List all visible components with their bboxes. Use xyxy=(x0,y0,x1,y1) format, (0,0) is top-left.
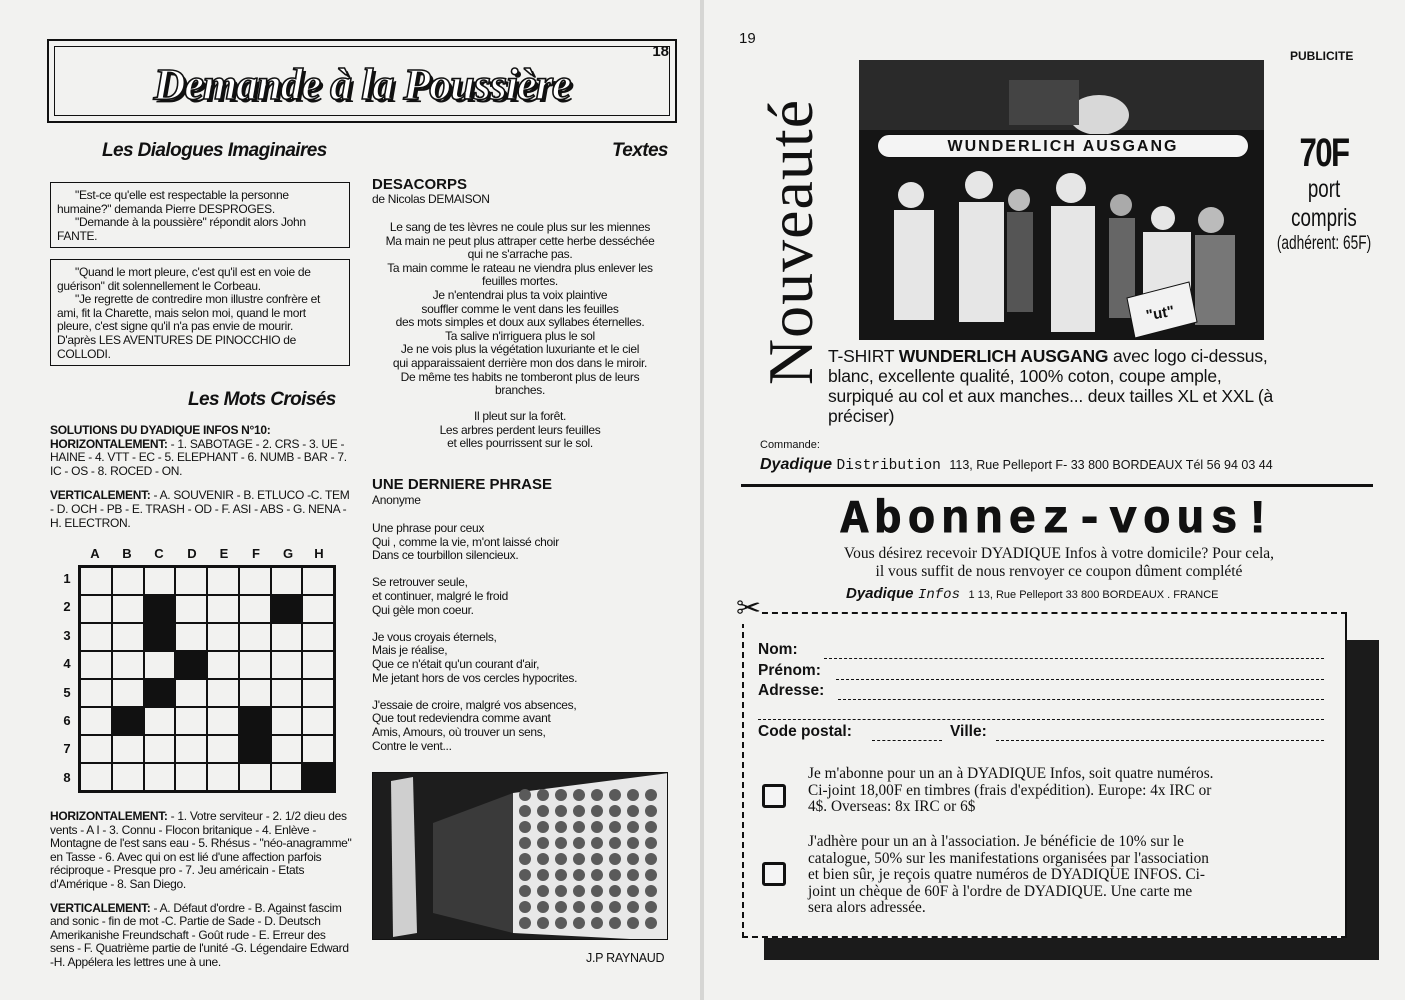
artwork-tile xyxy=(555,789,567,801)
crossword-black-cell xyxy=(144,679,176,707)
commande-address: 113, Rue Pelleport F- 33 800 BORDEAUX Tél 56 94 03 44 xyxy=(949,458,1273,472)
poem-line: De même tes habits ne tomberont plus de leurs xyxy=(400,369,640,384)
crossword-cell[interactable] xyxy=(144,763,176,791)
poem-line: Que ce n'était qu'un courant d'air, xyxy=(372,656,540,671)
desacorps-stanza-1 xyxy=(372,221,668,398)
quote-2-line-2: "Je regrette de contredire mon illustre confrère et ami, fit la Charette, mais selon moi, quand le mort pleure, c'est signe qu'il n'a pas envie de mourir. xyxy=(57,292,321,334)
option-membership-line-3: et bien sûr, je reçois quatre numéros de DYADIQUE INFOS. Ci- xyxy=(808,866,1206,884)
crossword-cell[interactable] xyxy=(302,679,334,707)
tshirt-description xyxy=(828,346,1368,426)
artwork-tile xyxy=(627,805,639,817)
artwork-tile xyxy=(609,853,621,865)
crossword-cell[interactable] xyxy=(175,735,207,763)
artwork-tile xyxy=(609,837,621,849)
artwork-tile xyxy=(519,917,531,929)
abonnez-title: Abonnez-vous! xyxy=(840,494,1278,546)
crossword-cell[interactable] xyxy=(271,735,303,763)
price-main: 70F xyxy=(1299,131,1349,175)
artwork-tile xyxy=(609,821,621,833)
crossword-cell[interactable] xyxy=(112,623,144,651)
artwork-tile xyxy=(537,885,549,897)
artwork-tile xyxy=(645,821,657,833)
crossword-cell[interactable] xyxy=(207,623,239,651)
textes-heading: Textes xyxy=(612,140,668,161)
poem-line: des mots simples et doux aux syllabes éternelles. xyxy=(395,315,645,330)
crossword-black-cell xyxy=(144,623,176,651)
artwork-tile xyxy=(609,885,621,897)
phrase-author: Anonyme xyxy=(372,493,421,507)
desacorps-title: DESACORPS xyxy=(372,176,468,193)
band-photo xyxy=(859,60,1264,340)
crossword-cell[interactable] xyxy=(239,679,271,707)
poem-line: Qui , comme la vie, m'ont laissé choir xyxy=(372,534,559,549)
phrase-stanza xyxy=(372,576,672,617)
crossword-cell[interactable] xyxy=(302,707,334,735)
crossword-cell[interactable] xyxy=(144,707,176,735)
left-page xyxy=(0,0,700,1000)
dialogues-heading: Les Dialogues Imaginaires xyxy=(102,140,327,161)
phrase-stanza xyxy=(372,631,672,685)
artwork-tile xyxy=(645,885,657,897)
poem-line: Qui gèle mon coeur. xyxy=(372,602,474,617)
col-letter: B xyxy=(122,546,132,561)
infos-brand: Dyadique xyxy=(846,585,914,602)
quote-2-source: D'après LES AVENTURES DE PINOCCHIO de COLLODI. xyxy=(57,332,297,361)
poem-line: Ta main comme le rateau ne viendra plus enlever les xyxy=(387,260,653,275)
artwork-tile xyxy=(519,885,531,897)
artwork-tile xyxy=(555,853,567,865)
crossword-black-cell xyxy=(271,595,303,623)
poem-line: Dans ce tourbillon silencieux. xyxy=(372,548,519,563)
prenom-field[interactable] xyxy=(836,679,1324,680)
quote-box-1 xyxy=(50,182,350,248)
solutions-block xyxy=(50,424,352,530)
artwork-tile xyxy=(627,917,639,929)
subscribe-checkbox[interactable] xyxy=(762,784,786,808)
col-letter: E xyxy=(219,546,229,561)
artwork-tile xyxy=(627,837,639,849)
crossword-cell[interactable] xyxy=(175,567,207,595)
poem-line: Ta salive n'irriguera plus le sol xyxy=(445,328,595,343)
artwork-tile xyxy=(537,853,549,865)
artwork-tile xyxy=(591,805,603,817)
clues-vertical xyxy=(50,902,352,970)
phrase-poem xyxy=(372,522,672,767)
crossword-cell[interactable] xyxy=(112,763,144,791)
poem-line: souffler comme le vent dans les feuilles xyxy=(421,301,619,316)
page-number-left: 18 xyxy=(652,43,669,60)
crossword-cell[interactable] xyxy=(144,651,176,679)
crossword-cell[interactable] xyxy=(207,735,239,763)
crossword-cell[interactable] xyxy=(80,707,112,735)
masthead xyxy=(47,39,677,123)
crossword-cell[interactable] xyxy=(80,567,112,595)
solutions-h-text: - 1. SABOTAGE - 2. CRS - 3. UE - HAINE - 4. VTT - EC - 5. ELEPHANT - 6. NUMB - BAR - 7. IC - OS - 8. ROCED - ON. xyxy=(50,436,347,478)
col-letter: G xyxy=(282,546,294,561)
artwork-tile xyxy=(645,853,657,865)
option-membership-line-5: sera alors adressée. xyxy=(808,899,926,917)
col-letter: H xyxy=(314,546,324,561)
crossword-cell[interactable] xyxy=(144,735,176,763)
tshirt-rest: avec logo ci-dessus, xyxy=(1108,346,1268,366)
solutions-title: SOLUTIONS DU DYADIQUE INFOS N°10: xyxy=(50,423,271,437)
phrase-stanza xyxy=(372,522,672,563)
price-block xyxy=(1269,132,1379,256)
crossword-cell[interactable] xyxy=(80,763,112,791)
crossword-cell[interactable] xyxy=(207,651,239,679)
row-number: 4 xyxy=(63,656,71,671)
crossword-cell[interactable] xyxy=(207,763,239,791)
crossword-cell[interactable] xyxy=(80,623,112,651)
artwork-tile xyxy=(573,869,585,881)
crossword-cell[interactable] xyxy=(239,651,271,679)
crossword-cell[interactable] xyxy=(302,735,334,763)
commande-brand: Dyadique xyxy=(760,456,833,473)
artwork-tile xyxy=(555,837,567,849)
artwork-tile xyxy=(555,821,567,833)
solutions-v-text: - A. SOUVENIR - B. ETLUCO -C. TEM - D. OCH - PB - E. TRASH - OD - F. ASI - ABS - G. NENA -H. ELECTRON. xyxy=(50,488,350,530)
crossword-cell[interactable] xyxy=(175,679,207,707)
crossword-cell[interactable] xyxy=(80,679,112,707)
artwork-tile xyxy=(555,805,567,817)
poem-line: Il pleut sur la forêt. xyxy=(473,409,567,423)
divider xyxy=(741,484,1373,487)
row-number: 3 xyxy=(63,628,71,643)
poem-line: Se retrouver seule, xyxy=(372,575,468,590)
masthead-title: Demande à la Poussière xyxy=(153,60,571,109)
poem-line: Me jetant hors de vos cercles hypocrites. xyxy=(372,670,578,685)
right-page xyxy=(704,0,1405,1000)
artwork-tile xyxy=(627,789,639,801)
crossword-black-cell xyxy=(144,595,176,623)
artwork-tile xyxy=(573,837,585,849)
code-postal-field[interactable] xyxy=(872,740,942,741)
artwork-tile xyxy=(555,917,567,929)
section-label: PUBLICITE xyxy=(1290,49,1354,63)
artwork-tile xyxy=(645,869,657,881)
crossword-cell[interactable] xyxy=(207,567,239,595)
artwork-tile xyxy=(627,901,639,913)
poem-line: Que tout redeviendra comme avant xyxy=(372,711,551,726)
desacorps-author: de Nicolas DEMAISON xyxy=(372,192,490,206)
artwork-tile xyxy=(573,821,585,833)
col-letter: F xyxy=(252,546,260,561)
crossword-cell[interactable] xyxy=(175,623,207,651)
commande-dist: Distribution xyxy=(836,458,941,474)
adresse-field-line-2[interactable] xyxy=(758,719,1324,720)
option-membership-line-1: J'adhère pour un an à l'association. Je bénéficie de 10% sur le xyxy=(808,833,1184,850)
crossword-cell[interactable] xyxy=(239,623,271,651)
price-port: port xyxy=(1307,175,1341,203)
artwork-tile xyxy=(645,917,657,929)
option-membership-line-4: joint un chèque de 60F à l'ordre de DYADIQUE. Une carte me xyxy=(808,882,1193,900)
artwork-tile xyxy=(573,901,585,913)
crossword-cell[interactable] xyxy=(207,595,239,623)
artwork-tile xyxy=(627,885,639,897)
poem-line: et elles pourrissent sur le sol. xyxy=(447,436,593,451)
price-compris: compris xyxy=(1291,204,1357,232)
vertical-title xyxy=(756,56,826,428)
artwork-tile xyxy=(537,869,549,881)
artwork-tile xyxy=(519,837,531,849)
scissors-icon: ✂ xyxy=(736,592,762,625)
poem-line: Contre le vent... xyxy=(372,738,452,753)
poem-line: feuilles mortes. xyxy=(482,274,558,289)
crossword-cell[interactable] xyxy=(271,679,303,707)
quote-2-line-1: "Quand le mort pleure, c'est qu'il est en voie de guérison" dit solennellement le Corbeau. xyxy=(57,265,311,293)
artwork-tile xyxy=(519,901,531,913)
artwork-tile xyxy=(591,885,603,897)
abonnez-text xyxy=(744,545,1374,581)
option-subscribe xyxy=(808,766,1328,816)
poem-line: Une phrase pour ceux xyxy=(372,521,485,535)
poem-line: Mais je réalise, xyxy=(372,643,448,658)
crossword-cell[interactable] xyxy=(271,763,303,791)
crossword-cell[interactable] xyxy=(80,735,112,763)
crossword-cell[interactable] xyxy=(112,567,144,595)
option-membership-line-2: catalogue, 50% sur les manifestations organisées par l'association xyxy=(808,849,1209,867)
artwork-tile xyxy=(537,789,549,801)
artwork-tile xyxy=(645,789,657,801)
artwork-tile xyxy=(609,789,621,801)
solutions-v-label: VERTICALEMENT: xyxy=(50,488,151,503)
desacorps-stanza-2 xyxy=(372,410,668,451)
clues-h-text: - 1. Votre serviteur - 2. 1/2 dieu des vents - A I - 3. Connu - Flocon britanique - 4. Enlève - Montagne de l'est sans eau - 5. Rhésus - "néo-anagramme" en Tasse - 6. Avec qui on est lié d'une affection parfois réciproque - Presque pro - 7. Jeu américain - Etats d'Amérique - 8. San Diego. xyxy=(50,809,352,891)
poem-line: Amis, Amours, où trouver un sens, xyxy=(372,724,546,739)
poem-line: qui ne s'arrache pas. xyxy=(467,247,573,262)
artwork-tile xyxy=(555,885,567,897)
poem-line: Le sang de tes lèvres ne coule plus sur les miennes xyxy=(389,220,651,234)
artwork-tile xyxy=(609,917,621,929)
price-member: (adhérent: 65F) xyxy=(1276,233,1372,254)
option-subscribe-line-3: 4$. Overseas: 8x IRC or 6$ xyxy=(808,798,976,816)
tshirt-line-4: préciser) xyxy=(828,406,895,426)
clues-block xyxy=(50,810,352,970)
artwork-tile xyxy=(645,837,657,849)
crossword-cell[interactable] xyxy=(302,651,334,679)
ville-field[interactable] xyxy=(996,740,1324,741)
option-membership xyxy=(808,834,1328,917)
crossword-black-cell xyxy=(302,763,334,791)
crossword-cell[interactable] xyxy=(207,707,239,735)
raynaud-photo xyxy=(372,772,668,940)
artwork-tile xyxy=(519,805,531,817)
row-number: 1 xyxy=(63,571,71,586)
solutions-horizontal xyxy=(50,438,352,479)
artwork-tile xyxy=(627,853,639,865)
crossword-cell[interactable] xyxy=(302,595,334,623)
poem-line: J'essaie de croire, malgré vos absences, xyxy=(372,697,577,712)
artwork-tile xyxy=(519,869,531,881)
artwork-tile xyxy=(555,869,567,881)
artwork-tile xyxy=(537,917,549,929)
crossword-cell[interactable] xyxy=(175,763,207,791)
artwork-tile xyxy=(591,837,603,849)
artwork-tile xyxy=(555,901,567,913)
poem-line: branches. xyxy=(495,383,545,398)
poem-line: Je n'entendrai plus ta voix plaintive xyxy=(432,287,608,302)
crossword-cell[interactable] xyxy=(112,651,144,679)
crossword-black-cell xyxy=(239,735,271,763)
crossword-cell[interactable] xyxy=(239,763,271,791)
col-letter: D xyxy=(187,546,197,561)
abonnez-text-line-1: Vous désirez recevoir DYADIQUE Infos à votre domicile? Pour cela, xyxy=(843,545,1275,562)
artwork-tile xyxy=(519,853,531,865)
artwork-tile xyxy=(591,917,603,929)
artwork-tile xyxy=(519,821,531,833)
infos-line xyxy=(846,585,1219,603)
tshirt-line-3: surpiqué au col et aux manches... deux tailles XL et XXL (à xyxy=(828,386,1274,406)
crossword-cell[interactable] xyxy=(175,595,207,623)
crossword-cell[interactable] xyxy=(271,707,303,735)
artwork-tile xyxy=(609,869,621,881)
option-subscribe-line-2: Ci-joint 18,00F en timbres (frais d'expédition). Europe: 4x IRC or xyxy=(808,781,1212,799)
tshirt-line-1 xyxy=(828,346,1368,366)
artwork-tile xyxy=(591,789,603,801)
artwork-tile xyxy=(609,901,621,913)
artwork-tile xyxy=(627,869,639,881)
col-letter: A xyxy=(90,546,100,561)
quote-box-2 xyxy=(50,259,350,366)
tshirt-prefix: T-SHIRT xyxy=(828,346,899,366)
crossword-cell[interactable] xyxy=(80,651,112,679)
artwork-tile xyxy=(573,805,585,817)
clues-v-label: VERTICALEMENT: xyxy=(50,900,151,915)
crossword-cell[interactable] xyxy=(271,623,303,651)
nom-field[interactable] xyxy=(824,658,1324,659)
poem-line: et continuer, malgré le froid xyxy=(372,588,509,603)
adresse-label: Adresse: xyxy=(758,682,825,699)
artwork-tile xyxy=(519,789,531,801)
crossword-cell[interactable] xyxy=(112,735,144,763)
prenom-label: Prénom: xyxy=(758,662,821,679)
crossword-cell[interactable] xyxy=(80,595,112,623)
row-number: 6 xyxy=(63,713,71,728)
infos-word: Infos xyxy=(917,587,960,603)
abonnez-text-line-2: il vous suffit de nous renvoyer ce coupon dûment complété xyxy=(875,563,1243,580)
crossword-cell[interactable] xyxy=(207,679,239,707)
artwork-tile xyxy=(591,869,603,881)
artwork-tile xyxy=(645,901,657,913)
raynaud-artwork-image xyxy=(373,773,668,940)
photo-sign-text: "ut" xyxy=(1144,302,1176,325)
solutions-h-label: HORIZONTALEMENT: xyxy=(50,436,168,451)
commande-line xyxy=(760,456,1273,474)
quote-1-line-1: "Est-ce qu'elle est respectable la personne humaine?" demanda Pierre DESPROGES. xyxy=(57,188,289,216)
crossword-grid xyxy=(78,565,336,793)
poem-line: Les arbres perdent leurs feuilles xyxy=(439,422,601,437)
col-letter: C xyxy=(154,546,164,561)
clues-v-text: - A. Défaut d'ordre - B. Against fascim and sonic - fin de mot -C. Partie de Sade - D. Deutsch Amerikanishe Freundschaft - Goût rude - E. Erreur des sens - F. Quatrième partie de l'unité -G. Légendaire Edward -H. Appélera les lettres une à une. xyxy=(50,900,349,969)
adresse-field-line-1[interactable] xyxy=(838,699,1324,700)
crossword-cell[interactable] xyxy=(175,707,207,735)
quote-1-line-2: "Demande à la poussière" répondit alors John FANTE. xyxy=(57,215,306,243)
tshirt-brand: WUNDERLICH AUSGANG xyxy=(898,346,1109,366)
mots-croises-heading: Les Mots Croisés xyxy=(188,389,336,410)
row-number: 5 xyxy=(63,685,71,700)
phrase-title: UNE DERNIERE PHRASE xyxy=(372,476,553,493)
photo-banner: WUNDERLICH AUSGANG xyxy=(877,134,1249,158)
artwork-tile xyxy=(573,885,585,897)
artwork-tile xyxy=(537,821,549,833)
crossword-cell[interactable] xyxy=(239,595,271,623)
crossword-cell[interactable] xyxy=(144,567,176,595)
tshirt-line-2: blanc, excellente qualité, 100% coton, coupe ample, xyxy=(828,366,1222,386)
membership-checkbox[interactable] xyxy=(762,862,786,886)
poem-line: Je vous croyais éternels, xyxy=(372,629,497,644)
crossword-black-cell xyxy=(239,707,271,735)
artwork-tile xyxy=(537,805,549,817)
artwork-tile xyxy=(591,901,603,913)
artwork-tile xyxy=(627,821,639,833)
row-number: 8 xyxy=(63,770,71,785)
nom-label: Nom: xyxy=(758,641,798,658)
photo-credit: J.P RAYNAUD xyxy=(586,951,665,965)
option-subscribe-line-1: Je m'abonne pour un an à DYADIQUE Infos, soit quatre numéros. xyxy=(808,765,1214,782)
artwork-tile xyxy=(591,853,603,865)
crossword-cell[interactable] xyxy=(302,623,334,651)
solutions-vertical xyxy=(50,489,352,530)
crossword-cell[interactable] xyxy=(271,651,303,679)
crossword-black-cell xyxy=(112,707,144,735)
poem-line: qui apparaissaient derrière mon dos dans le miroir. xyxy=(392,355,648,370)
row-number: 7 xyxy=(63,741,71,756)
artwork-tile xyxy=(537,901,549,913)
commande-label: Commande: xyxy=(760,439,820,451)
page-number-right: 19 xyxy=(739,30,756,47)
crossword-black-cell xyxy=(175,651,207,679)
crossword-cell[interactable] xyxy=(271,567,303,595)
artwork-tile xyxy=(537,837,549,849)
phrase-stanza xyxy=(372,699,672,753)
clues-horizontal xyxy=(50,810,352,892)
artwork-tile xyxy=(645,805,657,817)
artwork-tile xyxy=(591,821,603,833)
row-number: 2 xyxy=(63,599,71,614)
crossword-cell[interactable] xyxy=(239,567,271,595)
poem-line: Ma main ne peut plus attraper cette herbe desséchée xyxy=(385,233,655,248)
artwork-tile xyxy=(573,853,585,865)
crossword-cell[interactable] xyxy=(112,595,144,623)
clues-h-label: HORIZONTALEMENT: xyxy=(50,809,168,823)
infos-address: 1 13, Rue Pelleport 33 800 BORDEAUX . FRANCE xyxy=(968,589,1219,601)
artwork-tile xyxy=(573,917,585,929)
crossword-cell[interactable] xyxy=(302,567,334,595)
vertical-title-text: Nouveauté xyxy=(755,98,826,386)
crossword-cell[interactable] xyxy=(112,679,144,707)
code-postal-label: Code postal: xyxy=(758,723,852,740)
artwork-tile xyxy=(573,789,585,801)
artwork-tile xyxy=(609,805,621,817)
ville-label: Ville: xyxy=(950,723,987,740)
band-photo-image xyxy=(859,60,1264,340)
poem-line: Je ne vois plus la végétation luxuriante et le ciel xyxy=(400,342,640,357)
